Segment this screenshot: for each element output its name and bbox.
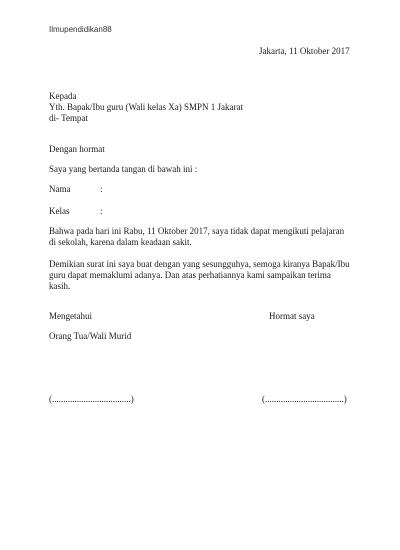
body-paragraph-1 [49,226,359,248]
signature-right-heading: Hormat saya [269,311,315,321]
signature-left-heading: Mengetahui [49,311,92,321]
watermark-text: Ilmupendidikan88 [49,25,112,34]
field-colon-kelas: : [100,206,103,216]
field-label-nama: Nama [49,184,71,194]
intro-line: Saya yang bertanda tangan di bawah ini : [49,164,198,174]
recipient-place: di- Tempat [49,113,88,123]
signature-right-blank: (...................................) [262,394,347,404]
field-label-kelas: Kelas [49,206,70,216]
body-paragraph-2-line: Demikian surat ini saya buat dengan yang sesungguhya, semoga kiranya Bapak/Ibu [49,259,350,269]
signature-left-role: Orang Tua/Wali Murid [49,331,132,341]
greeting: Dengan hormat [49,144,105,154]
recipient-addressee: Yth. Bapak/Ibu guru (Wali kelas Xa) SMPN 1 Jakarat [49,102,243,112]
body-paragraph-1-line: di sekolah, karena dalam keadaan sakit. [49,237,192,247]
body-paragraph-2-line: guru dapat memaklumi adanya. Dan atas perhatiannya kami sampaikan terima [49,270,331,280]
body-paragraph-1-line: Bahwa pada hari ini Rabu, 11 Oktober 2017, saya tidak dapat mengikuti pelajaran [49,226,345,236]
body-paragraph-2 [49,259,359,292]
recipient-to: Kepada [49,91,77,101]
signature-left-blank: (...................................) [49,394,134,404]
letter-date: Jakarta, 11 Oktober 2017 [259,46,350,56]
field-colon-nama: : [100,184,103,194]
body-paragraph-2-line: kasih. [49,281,71,291]
